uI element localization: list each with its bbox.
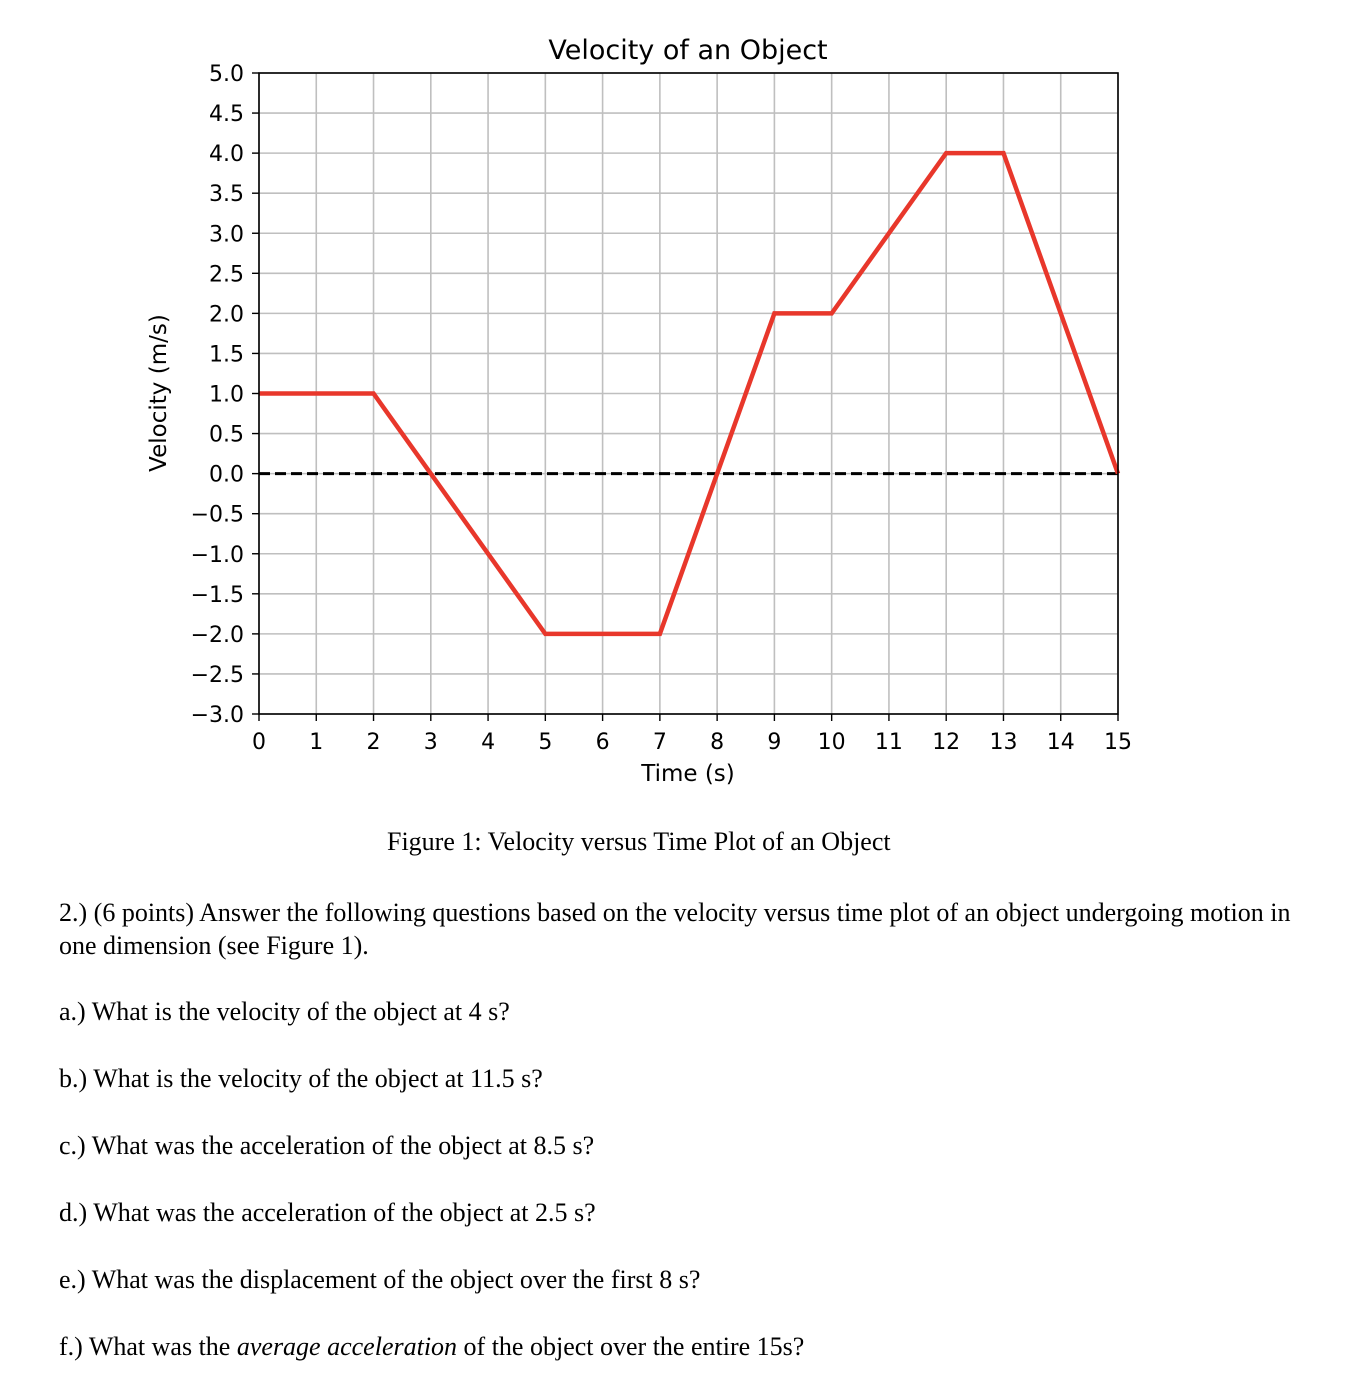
y-tick-label: 2.5 bbox=[209, 262, 244, 288]
x-tick-label: 6 bbox=[595, 730, 610, 755]
question-a: a.) What is the velocity of the object at 4 s? bbox=[59, 997, 510, 1026]
question-b: b.) What is the velocity of the object at 11.5 s? bbox=[59, 1064, 543, 1093]
y-tick-label: −2.0 bbox=[190, 622, 244, 648]
y-tick-label: 3.5 bbox=[209, 182, 244, 208]
x-tick-label: 8 bbox=[710, 730, 725, 755]
x-tick-label: 11 bbox=[874, 730, 903, 755]
x-tick-label: 14 bbox=[1046, 730, 1075, 755]
question-e: e.) What was the displacement of the object over the first 8 s? bbox=[59, 1265, 701, 1294]
y-tick-label: 0.5 bbox=[209, 422, 244, 448]
y-tick-label: 4.0 bbox=[209, 142, 244, 168]
chart-title: Velocity of an Object bbox=[548, 35, 828, 66]
x-tick-label: 13 bbox=[989, 730, 1018, 755]
y-tick-label: 3.0 bbox=[209, 222, 244, 248]
y-tick-label: −0.5 bbox=[190, 502, 244, 528]
y-tick-label: −1.0 bbox=[190, 542, 244, 568]
x-tick-label: 4 bbox=[481, 730, 496, 755]
y-tick-label: −3.0 bbox=[190, 703, 244, 728]
grid-lines bbox=[259, 73, 1118, 714]
y-tick-label: −2.5 bbox=[190, 662, 244, 688]
question-f-tail: of the object over the entire 15s? bbox=[463, 1332, 805, 1361]
x-tick-label: 2 bbox=[366, 730, 381, 755]
x-tick-label: 1 bbox=[309, 730, 324, 755]
question-f-lead: f.) What was the bbox=[59, 1332, 231, 1361]
x-tick-label: 3 bbox=[423, 730, 438, 755]
x-tick-label: 5 bbox=[538, 730, 553, 755]
y-tick-label: −1.5 bbox=[190, 582, 244, 608]
x-tick-label: 0 bbox=[252, 730, 266, 755]
x-tick-label: 10 bbox=[817, 730, 846, 755]
x-tick-label: 9 bbox=[767, 730, 782, 755]
question-d: d.) What was the acceleration of the object at 2.5 s? bbox=[59, 1198, 596, 1227]
question-c: c.) What was the acceleration of the object at 8.5 s? bbox=[59, 1131, 595, 1160]
x-tick-label: 15 bbox=[1104, 730, 1132, 755]
figure-caption: Figure 1: Velocity versus Time Plot of an Object bbox=[387, 827, 891, 856]
x-tick-label: 12 bbox=[932, 730, 961, 755]
y-tick-label: 1.5 bbox=[209, 342, 244, 368]
question-f bbox=[59, 1330, 804, 1363]
y-tick-label: 4.5 bbox=[209, 102, 244, 128]
question-f-emphasis: average acceleration bbox=[236, 1332, 458, 1361]
x-axis-label: Time (s) bbox=[641, 761, 735, 787]
y-tick-label: 1.0 bbox=[209, 382, 244, 408]
x-tick-label: 7 bbox=[652, 730, 667, 755]
problem-intro: 2.) (6 points) Answer the following questions based on the velocity versus time plot of an object undergoing motion in one dimension (see Figure 1). bbox=[59, 898, 1291, 960]
y-tick-label: 0.0 bbox=[209, 462, 244, 488]
tick-labels bbox=[191, 62, 1132, 755]
tick-marks bbox=[252, 73, 1118, 721]
y-tick-label: 5.0 bbox=[209, 62, 244, 87]
y-axis-label: Velocity (m/s) bbox=[146, 314, 172, 472]
y-tick-label: 2.0 bbox=[209, 302, 244, 328]
